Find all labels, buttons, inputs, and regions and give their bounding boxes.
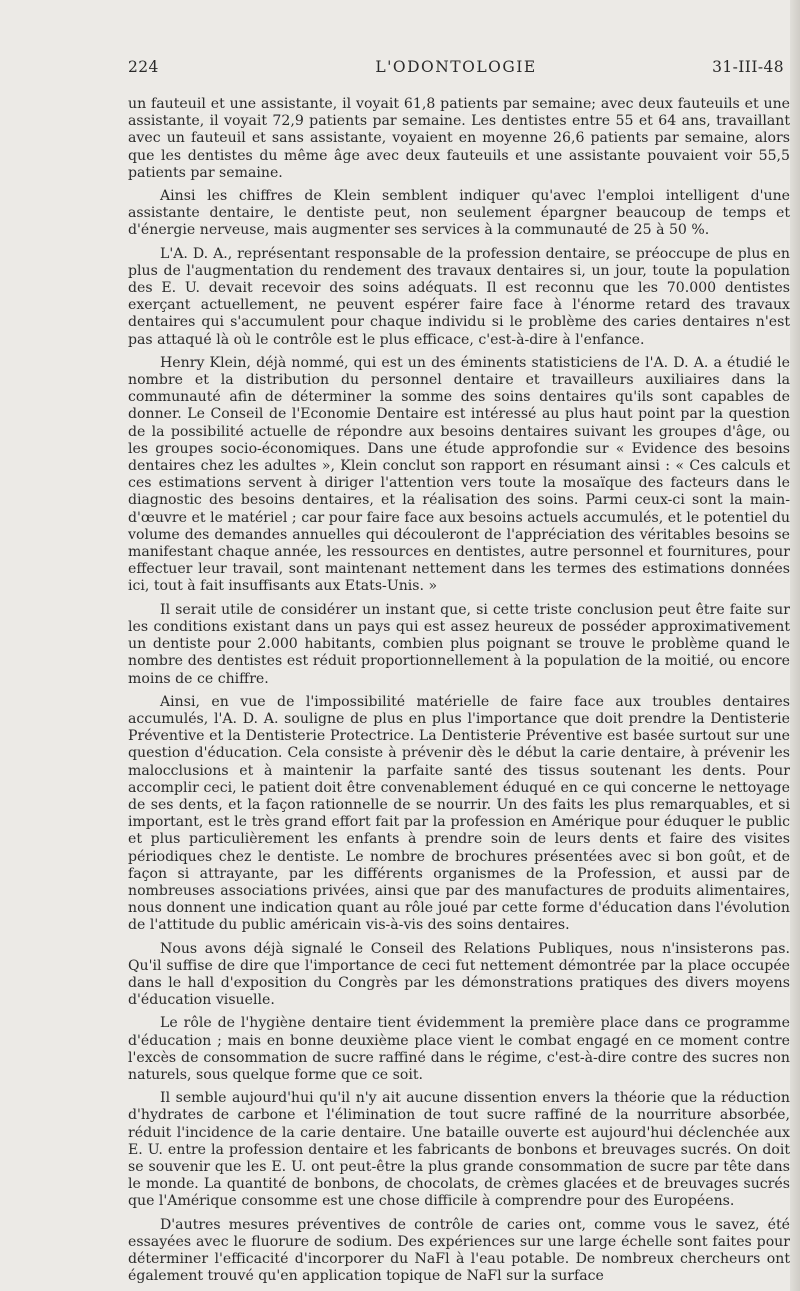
- page-edge-shadow: [790, 0, 800, 1291]
- journal-title: L'ODONTOLOGIE: [375, 58, 537, 76]
- paragraph: Ainsi les chiffres de Klein semblent indiquer qu'avec l'emploi intelligent d'une assistante dentaire, le dentiste peut, non seulement épargner beaucoup de temps et d'énergie nerveuse, mais augmenter ses services à la communauté de 25 à 50 %.: [128, 188, 790, 239]
- running-head: [128, 58, 784, 80]
- paragraph: Nous avons déjà signalé le Conseil des Relations Publiques, nous n'insisterons pas. Qu'il suffise de dire que l'importance de ceci fut nettement démontrée par la place occupée dans le hall d'exposition du Congrès par les démonstrations pratiques des divers moyens d'éducation visuelle.: [128, 940, 790, 1009]
- page-number: 224: [128, 58, 159, 76]
- issue-date: 31-III-48: [712, 58, 784, 76]
- paragraph: Henry Klein, déjà nommé, qui est un des éminents statisticiens de l'A. D. A. a étudié le nombre et la distribution du personnel dentaire et travailleurs auxiliaires dans la communauté afin de déterminer la somme des soins dentaires qu'ils sont capables de donner. Le Conseil de l'Economie Dentaire est intéressé au plus haut point par la question de la possibilité actuelle de répondre aux besoins dentaires suivant les groupes d'âge, ou les groupes socio-économiques. Dans une étude approfondie sur « Evidence des besoins dentaires chez les adultes », Klein conclut son rapport en résumant ainsi : « Ces calculs et ces estimations servent à diriger l'attention vers toute la mosaïque des facteurs dans le diagnostic des besoins dentaires, et la réalisation des soins. Parmi ceux-ci sont la main-d'œuvre et le matériel ; car pour faire face aux besoins actuels accumulés, et le potentiel du volume des demandes annuelles qui découleront de l'appréciation des véritables besoins se manifestant chaque année, les ressources en dentistes, autre personnel et fournitures, pour effectuer leur travail, sont maintenant nettement dans les termes des estimations données ici, tout à fait insuffisants aux Etats-Unis. »: [128, 354, 790, 595]
- paragraph: D'autres mesures préventives de contrôle de caries ont, comme vous le savez, été essayées avec le fluorure de sodium. Des expériences sur une large échelle sont faites pour déterminer l'efficacité d'incorporer du NaFl à l'eau potable. De nombreux chercheurs ont également trouvé qu'en application topique de NaFl sur la surface: [128, 1216, 790, 1285]
- paragraph: un fauteuil et une assistante, il voyait 61,8 patients par semaine; avec deux fauteuils et une assistante, il voyait 72,9 patients par semaine. Les dentistes entre 55 et 64 ans, travaillant avec un fauteuil et sans assistante, voyaient en moyenne 26,6 patients par semaine, alors que les dentistes du même âge avec deux fauteuils et une assistante pouvaient voir 55,5 patients par semaine.: [128, 96, 790, 181]
- paragraph: Il serait utile de considérer un instant que, si cette triste conclusion peut être faite sur les conditions existant dans un pays qui est assez heureux de posséder approximativement un dentiste pour 2.000 habitants, combien plus poignant se trouve le problème quand le nombre des dentistes est réduit proportionnellement à la population de la moitié, ou encore moins de ce chiffre.: [128, 601, 790, 687]
- paragraph: Il semble aujourd'hui qu'il n'y ait aucune dissention envers la théorie que la réduction d'hydrates de carbone et l'élimination de tout sucre raffiné de la nourriture absorbée, réduit l'incidence de la carie dentaire. Une bataille ouverte est aujourd'hui déclenchée aux E. U. entre la profession dentaire et les fabricants de bonbons et breuvages sucrés. On doit se souvenir que les E. U. ont peut-être la plus grande consommation de sucre par tête dans le monde. La quantité de bonbons, de chocolats, de crèmes glacées et de breuvages sucrés que l'Amérique consomme est une chose difficile à comprendre pour des Européens.: [128, 1090, 790, 1210]
- paragraph: L'A. D. A., représentant responsable de la profession dentaire, se préoccupe de plus en plus de l'augmentation du rendement des travaux dentaires si, un jour, toute la population des E. U. devait recevoir des soins adéquats. Il est reconnu que les 70.000 dentistes exerçant actuellement, ne peuvent espérer faire face à l'énorme retard des travaux dentaires qui s'accumulent pour chaque individu si le problème des caries dentaires n'est pas attaqué là où le contrôle est le plus efficace, c'est-à-dire à l'enfance.: [128, 245, 790, 348]
- paragraph: Ainsi, en vue de l'impossibilité matérielle de faire face aux troubles dentaires accumulés, l'A. D. A. souligne de plus en plus l'importance que doit prendre la Dentisterie Préventive et la Dentisterie Protectrice. La Dentisterie Préventive est basée surtout sur une question d'éducation. Cela consiste à prévenir dès le début la carie dentaire, à prévenir les malocclusions et à maintenir la parfaite santé des tissus soutenant les dents. Pour accomplir ceci, le patient doit être convenablement éduqué en ce qui concerne le nettoyage de ses dents, et la façon rationnelle de se nourrir. Un des faits les plus remarquables, et si important, est le très grand effort fait par la profession en Amérique pour éduquer le public et plus particulièrement les enfants à prendre soin de leurs dents et faire des visites périodiques chez le dentiste. Le nombre de brochures présentées avec si bon goût, et de façon si attrayante, par les différents organismes de la Profession, et aussi par de nombreuses associations privées, ainsi que par des manufactures de produits alimentaires, nous donnent une indication quant au rôle joué par cette forme d'éducation dans l'évolution de l'attitude du public américain vis-à-vis des soins dentaires.: [128, 693, 790, 934]
- paragraph: Le rôle de l'hygiène dentaire tient évidemment la première place dans ce programme d'éducation ; mais en bonne deuxième place vient le combat engagé en ce moment contre l'excès de consommation de sucre raffiné dans le régime, c'est-à-dire contre des sucres non naturels, sous quelque forme que ce soit.: [128, 1015, 790, 1083]
- article-body: [128, 96, 790, 1291]
